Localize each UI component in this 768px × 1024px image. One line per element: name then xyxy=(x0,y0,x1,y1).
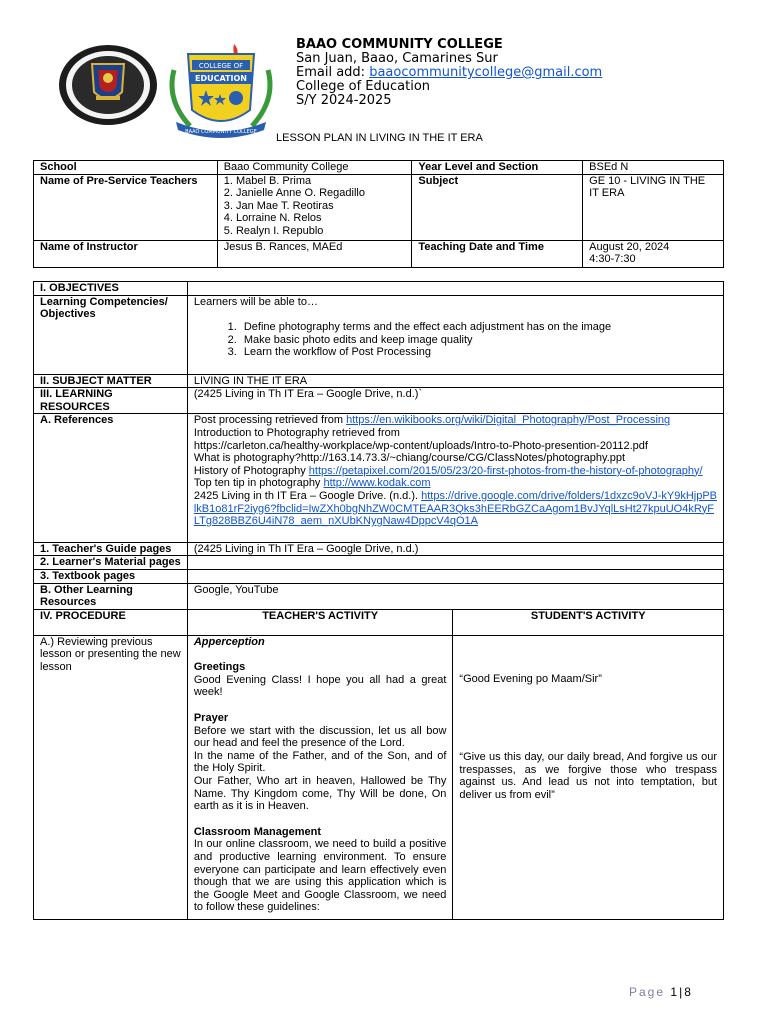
greetings-heading: Greetings xyxy=(193,661,246,674)
baao-college-seal-logo xyxy=(58,44,158,126)
college-email-link[interactable]: baaocommunitycollege@gmail.com xyxy=(369,65,603,80)
teachers-guide-label: 1. Teacher's Guide pages xyxy=(34,542,188,556)
ref-text: Post processing retrieved from xyxy=(193,414,347,427)
logo-ribbon-text: BAAO COMMUNITY COLLEGE xyxy=(185,129,257,135)
list-item: 1. Mabel B. Prima xyxy=(223,174,312,187)
prayer-text: Before we start with the discussion, let us all bow our head and feel the presence of the Lord. xyxy=(193,724,447,750)
other-resources-label: B. Other Learning Resources xyxy=(34,583,188,609)
table-row xyxy=(34,240,724,267)
competencies-cell xyxy=(187,295,723,374)
procedure-label: IV. PROCEDURE xyxy=(34,609,188,635)
list-item: 3. Jan Mae T. Reotiras xyxy=(223,199,334,212)
instructor-label: Name of Instructor xyxy=(34,240,218,267)
apperception-heading: Apperception xyxy=(193,635,265,648)
page-separator: | xyxy=(679,985,685,999)
teaching-time: 4:30-7:30 xyxy=(589,253,636,266)
other-resources-value: Google, YouTube xyxy=(187,583,723,609)
competencies-intro: Learners will be able to… xyxy=(193,295,318,308)
textbook-label: 3. Textbook pages xyxy=(34,569,188,583)
ref-text: Top ten tip in photography xyxy=(193,477,324,490)
department: College of Education xyxy=(296,79,431,94)
school-value: Baao Community College xyxy=(217,161,412,175)
references-label: A. References xyxy=(34,414,188,542)
logo-top-text: COLLEGE OF xyxy=(198,62,244,70)
learners-material-label: 2. Learner's Material pages xyxy=(34,556,188,570)
table-row xyxy=(34,583,724,609)
list-item: 5. Realyn I. Republo xyxy=(223,224,324,237)
resources-value: (2425 Living in Th IT Era – Google Drive, n.d.)` xyxy=(187,388,723,414)
petapixel-link[interactable]: https://petapixel.com/2015/05/23/20-first-photos-from-the-history-of-photography/ xyxy=(308,464,703,477)
table-row xyxy=(34,174,724,240)
wikibooks-link[interactable]: https://en.wikibooks.org/wiki/Digital_Photography/Post_Processing xyxy=(346,414,671,427)
table-row xyxy=(34,414,724,542)
references-cell xyxy=(187,414,723,542)
page-word: Page xyxy=(629,985,666,999)
resources-label: III. LEARNING RESOURCES xyxy=(34,388,188,414)
ref-text: 2425 Living in th IT Era – Google Drive. (n.d.). xyxy=(193,489,422,502)
year-level-label: Year Level and Section xyxy=(412,161,583,175)
page-total: 8 xyxy=(684,985,693,999)
instructor-value: Jesus B. Rances, MAEd xyxy=(217,240,412,267)
student-activity-header: STUDENT'S ACTIVITY xyxy=(453,609,724,635)
table-row xyxy=(34,542,724,556)
table-row xyxy=(34,556,724,570)
kodak-link[interactable]: http://www.kodak.com xyxy=(323,477,431,490)
table-row xyxy=(34,609,724,635)
page-number: 1 xyxy=(670,985,680,999)
list-item: 1. Define photography terms and the effect each adjustment has on the image xyxy=(240,321,717,334)
teachers-label: Name of Pre-Service Teachers xyxy=(34,174,218,240)
document-title: LESSON PLAN IN LIVING IN THE IT ERA xyxy=(276,132,483,144)
table-row xyxy=(34,388,724,414)
year-level-value: BSEd N xyxy=(583,161,724,175)
lesson-plan-table xyxy=(33,281,724,920)
prayer-text: In the name of the Father, and of the Son, and of the Holy Spirit. xyxy=(193,749,447,775)
objectives-list xyxy=(194,321,717,359)
table-row xyxy=(34,635,724,919)
logo-main-text: EDUCATION xyxy=(195,74,247,83)
greetings-response: “Good Evening po Maam/Sir” xyxy=(459,672,602,685)
table-row xyxy=(34,295,724,374)
classroom-management-heading: Classroom Management xyxy=(193,825,321,838)
prayer-heading: Prayer xyxy=(193,712,229,725)
teaching-date: August 20, 2024 xyxy=(589,240,670,253)
list-item: 2. Janielle Anne O. Regadillo xyxy=(223,187,365,200)
ref-text: Introduction to Photography retrieved from xyxy=(193,426,400,439)
ref-text: History of Photography xyxy=(193,464,309,477)
subject-matter-value: LIVING IN THE IT ERA xyxy=(187,374,723,388)
info-table xyxy=(33,160,724,268)
date-label: Teaching Date and Time xyxy=(412,240,583,267)
list-item: 2. Make basic photo edits and keep image quality xyxy=(240,334,717,347)
date-value xyxy=(583,240,724,267)
subject-label: Subject xyxy=(412,174,583,240)
subject-value: GE 10 - LIVING IN THE IT ERA xyxy=(583,174,724,240)
school-label: School xyxy=(34,161,218,175)
teachers-guide-value: (2425 Living in Th IT Era – Google Drive, n.d.) xyxy=(187,542,723,556)
list-item: 4. Lorraine N. Relos xyxy=(223,212,322,225)
classroom-management-text: In our online classroom, we need to build a positive and productive learning environment. To ensure everyone can participate and learn effectively even though that we are using this application which is the Google Meet and Google Classroom, we need to follow these guidelines: xyxy=(193,838,447,914)
subject-matter-label: II. SUBJECT MATTER xyxy=(34,374,188,388)
teachers-list xyxy=(217,174,412,240)
review-label: A.) Reviewing previous lesson or presenting the new lesson xyxy=(34,635,188,919)
table-row xyxy=(34,569,724,583)
competencies-label: Learning Competencies/ Objectives xyxy=(34,295,188,374)
student-activity-cell xyxy=(453,635,724,919)
college-name: BAAO COMMUNITY COLLEGE xyxy=(296,37,503,52)
table-row xyxy=(34,161,724,175)
page-footer xyxy=(629,985,693,999)
school-year: S/Y 2024-2025 xyxy=(296,93,392,108)
teacher-activity-header: TEACHER'S ACTIVITY xyxy=(187,609,453,635)
college-address: San Juan, Baao, Camarines Sur xyxy=(296,51,498,66)
prayer-text: Our Father, Who art in heaven, Hallowed be Thy Name. Thy Kingdom come, Thy Will be done, On earth as it is in Heaven. xyxy=(193,775,447,813)
teacher-activity-cell xyxy=(187,635,453,919)
table-row xyxy=(34,374,724,388)
prayer-response: “Give us this day, our daily bread, And forgive us our trespasses, as we forgive those who trespass against us. And lead us not into temptation, but deliver us from evil” xyxy=(459,751,717,802)
ref-text: What is photography?http://163.14.73.3/~chiang/course/CG/ClassNotes/photography.ppt xyxy=(193,452,626,465)
ref-text: https://carleton.ca/healthy-workplace/wp-content/uploads/Intro-to-Photo-presention-20112.pdf xyxy=(193,439,648,452)
college-of-education-logo xyxy=(160,40,282,140)
objectives-label: I. OBJECTIVES xyxy=(34,282,188,296)
list-item: 3. Learn the workflow of Post Processing xyxy=(240,346,717,359)
greetings-text: Good Evening Class! I hope you all had a great week! xyxy=(193,673,447,699)
table-row xyxy=(34,282,724,296)
email-label: Email add: xyxy=(296,65,366,80)
google-drive-link[interactable]: https://drive.google.com/drive/folders/1dxzc9oVJ-kY9kHjpPBlkB1o81rF2iyg6?fbclid=IwZXh0bgNhZW0CMTEAAR3Qks3hEERbGZCaAgom1BvJYqlLsHt27kpuUO4kRyFLTg828BBZ6U4iN78_aem_nXUbKNygNaw4DppcV4qO1A xyxy=(193,489,718,528)
